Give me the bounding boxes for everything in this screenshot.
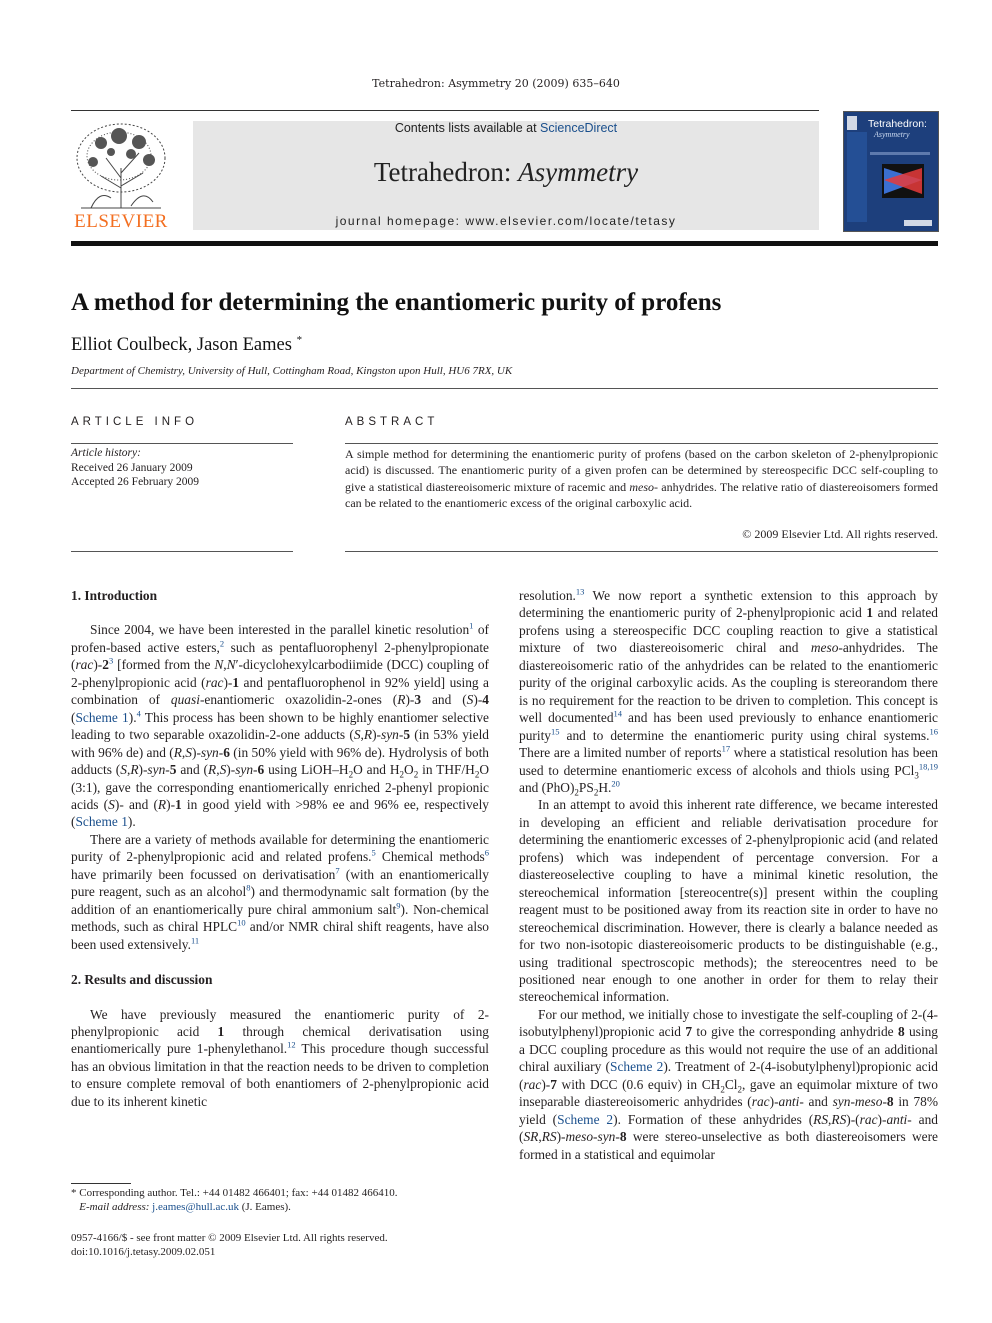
cover-subtitle: Asymmetry bbox=[874, 130, 910, 139]
footnote-rule bbox=[71, 1183, 131, 1184]
author-names: Elliot Coulbeck, Jason Eames bbox=[71, 335, 292, 356]
email-line: E-mail address: j.eames@hull.ac.uk (J. Eames). bbox=[79, 1201, 291, 1213]
publisher-wordmark: ELSEVIER bbox=[74, 211, 168, 232]
journal-citation: Tetrahedron: Asymmetry 20 (2009) 635–640 bbox=[372, 77, 620, 90]
contents-line bbox=[193, 121, 819, 136]
received-date: Received 26 January 2009 bbox=[71, 461, 193, 474]
journal-name: Tetrahedron: Asymmetry bbox=[373, 157, 639, 187]
abstract-copyright: © 2009 Elsevier Ltd. All rights reserved. bbox=[742, 527, 938, 541]
corresponding-author-note: * Corresponding author. Tel.: +44 01482 466401; fax: +44 01482 466410. bbox=[71, 1187, 398, 1199]
issn-line: 0957-4166/$ - see front matter © 2009 Elsevier Ltd. All rights reserved. bbox=[71, 1232, 388, 1244]
results-paragraph-1-cont: resolution.$^{13}$ We now report a synthetic extension to this approach by determining the enantiomeric purity of 2-phenylpropionic acid 1 and related profens using a stereospecific DCC coupling reaction to give a statistical mixture of two diastereoisomeric chiral and meso-anhydrides. The diastereoisomeric ratio of the anhydrides can be related to the enantiomeric purity of the original carboxylic acids. As the coupling is stereorandom there is no requirement for the reaction to be driven to completion. This concept is well documented$^{14}$ and has been used previously to enhance enantiomeric purity$^{15}$ and to determine the enantiomeric purity using chiral systems.$^{16}$ There are a limited number of reports$^{17}$ where a statistical resolution has been used to determine enantiomeric excess of alcohols and thiols using PCl$_3^{18,19}$ and $(PhO)_2PS_2H.^{20}$ bbox=[519, 586, 938, 798]
bottom-meta bbox=[71, 1231, 388, 1259]
sciencedirect-link[interactable]: ScienceDirect bbox=[540, 121, 618, 135]
results-paragraph-1: We have previously measured the enantiomeric purity of 2-phenylpropionic acid 1 through chemical derivatisation using enantiomerically pure 1-phenylethanol.$^{12}$ This procedure though successful has an obvious limitation in that the reaction needs to be driven to completion to ensure complete removal of both enantiomers of 2-phenylpropionic acid due to its inherent kinetic bbox=[71, 1006, 490, 1109]
journal-banner bbox=[193, 121, 819, 230]
tree-icon bbox=[71, 118, 171, 212]
intro-paragraph-2: There are a variety of methods available for determining the enantiomeric purity of 2-phenylpropionic acid and related profens.$^5$ Chemical methods$^6$ have primarily been focussed on derivatisation$^7$ (with an enantiomerically pure reagent, such as an alcohol$^8$) and thermodynamic salt formation (by the addition of an enantiomerically pure chiral ammonium salt$^9$). Non-chemical methods, such as chiral HPLC$^{10}$ and/or NMR chiral shift reagents, have also been used extensively.$^{11}$ bbox=[71, 831, 489, 952]
article-title: A method for determining the enantiomeric purity of profens bbox=[71, 289, 722, 316]
body-column-right bbox=[519, 587, 938, 1163]
accepted-date: Accepted 26 February 2009 bbox=[71, 476, 200, 488]
cover-graphic-icon bbox=[844, 112, 938, 231]
journal-cover[interactable] bbox=[843, 111, 939, 232]
cover-title: Tetrahedron: bbox=[868, 118, 927, 130]
results-paragraph-3: For our method, we initially chose to investigate the self-coupling of 2-(4-isobutylphenyl)propionic acid 7 to give the corresponding anhydride 8 using a DCC coupling procedure as this would not require the use of an additional chiral auxiliary (Scheme 2). Treatment of 2-(4-isobutylphenyl)propionic acid (rac)-7 with DCC (0.6 equiv) in $CH_2Cl_2$, gave an equimolar mixture of two inseparable diastereoisomeric anhydrides (rac)-anti- and syn-meso-8 in 78% yield (Scheme 2). Formation of these anhydrides (RS,RS)-(rac)-anti- and (SR,RS)-meso-syn-8 were stereo-unselective as both diastereoisomers were formed in a statistical and equimolar bbox=[519, 1006, 939, 1162]
article-authors bbox=[71, 334, 302, 356]
affiliation: Department of Chemistry, University of Hull, Cottingham Road, Kingston upon Hull, HU6 7RX, UK bbox=[71, 365, 513, 377]
article-info-rule bbox=[71, 443, 293, 444]
affiliation-rule bbox=[71, 388, 938, 389]
abstract-text: A simple method for determining the enantiomeric purity of profens (based on the carbon skeleton of 2-phenylpropionic acid) is discussed. The enantiomeric purity of a given profen can be determined by stereospecific DCC self-coupling to give a statistical diastereoisomeric mixture of racemic and meso- anhydrides. The relative ratio of diastereoisomers formed can be related to the enantiomeric excess of the original carboxylic acid. bbox=[345, 447, 938, 510]
results-heading: 2. Results and discussion bbox=[71, 972, 213, 988]
header-rule bbox=[71, 110, 819, 111]
elsevier-logo[interactable] bbox=[71, 118, 171, 233]
body-column-left bbox=[71, 587, 489, 1110]
article-info-bottom-rule bbox=[71, 551, 293, 552]
history-label: Article history: bbox=[71, 447, 141, 459]
abstract-bottom-rule bbox=[345, 551, 938, 552]
abstract-heading: ABSTRACT bbox=[345, 416, 439, 428]
corresponding-author-mark[interactable]: * bbox=[296, 334, 303, 346]
email-link[interactable]: j.eames@hull.ac.uk bbox=[152, 1201, 239, 1213]
doi-line[interactable]: doi:10.1016/j.tetasy.2009.02.051 bbox=[71, 1246, 216, 1258]
abstract-rule bbox=[345, 443, 938, 444]
intro-heading: 1. Introduction bbox=[71, 588, 158, 603]
article-info-heading: ARTICLE INFO bbox=[71, 416, 199, 428]
footnote bbox=[71, 1186, 397, 1214]
intro-paragraph-1: Since 2004, we have been interested in the parallel kinetic resolution$^1$ of profen-based active esters,$^2$ such as pentafluorophenyl 2-phenylpropionate $(rac)-2^3$ [formed from the N,N′-dicyclohexylcarbodiimide (DCC) coupling of 2-phenylpropionic acid (rac)-1 and pentafluorophenol in 92% yield] using a combination of quasi-enantiomeric oxazolidin-2-ones (R)-3 and (S)-4 (Scheme 1).$^4$ This process has been shown to be highly enantiomer selective leading to two separable oxazolidin-2-one adducts (S,R)-syn-5 (in 53% yield with 96% de) and (R,S)-syn-6 (in 50% yield with 96% de). Hydrolysis of both adducts (S,R)-syn-5 and (R,S)-syn-6 using LiOH–$H_2O$ and $H_2O_2$ in THF/$H_2O$ (3:1), gave the corresponding enantiomerically enriched 2-phenyl propionic acids (S)- and (R)-1 in good yield with >98% ee and 96% ee, respectively (Scheme 1). bbox=[71, 620, 490, 830]
journal-homepage[interactable]: journal homepage: www.elsevier.com/locate/tetasy bbox=[335, 214, 677, 228]
contents-prefix: Contents lists available at bbox=[394, 121, 541, 135]
article-history bbox=[71, 446, 199, 490]
results-paragraph-2: In an attempt to avoid this inherent rate difference, we became interested in developing an efficient and reliable derivatisation procedure for determining the enantiomeric excesses of 2-phenylpropionic acid (and related profens) which was independent of percentage conversion. For a diastereoselective coupling to have a minimal kinetic resolution, the stereochemical information [stereocentre(s)] present within the coupling reagent must to be positioned away from its reaction site in order to have no stereochemical discrimination. However, there is clearly a balance needed as for two non-isotopic diastereoisomeric products to be distinguishable (e.g., using traditional spectroscopic methods); the stereocentres need to be positioned near enough to one another in order for them to relay their stereochemical information. bbox=[519, 797, 938, 1005]
header-thick-rule bbox=[71, 241, 938, 246]
